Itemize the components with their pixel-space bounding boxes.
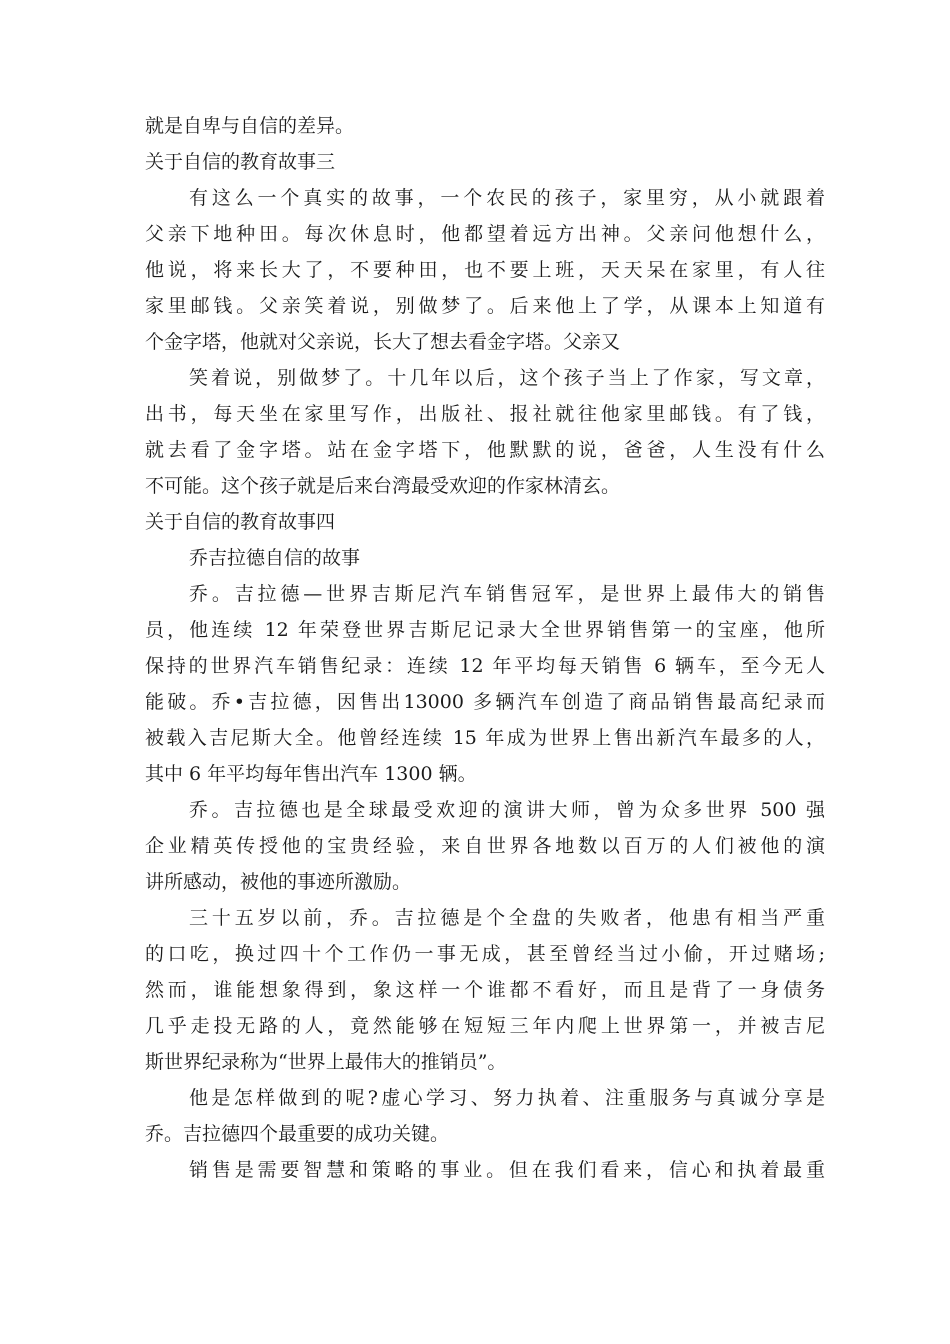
text-line: 乔吉拉德自信的故事 [189,547,361,569]
text-line: 家里邮钱。父亲笑着说，别做梦了。后来他上了学，从课本上知道有 [145,295,825,317]
text-line: 他说，将来长大了，不要种田，也不要上班，天天呆在家里，有人往 [145,259,825,281]
document-page [145,108,825,1188]
text-line: 然而，谁能想象得到，象这样一个谁都不看好，而且是背了一身债务 [145,979,825,1001]
text-line: 保持的世界汽车销售纪录：连续 12 年平均每天销售 6 辆车，至今无人 [145,655,825,677]
text-line: 父亲下地种田。每次休息时，他都望着远方出神。父亲问他想什么， [145,223,825,245]
text-line: 讲所感动，被他的事迹所激励。 [145,871,412,893]
text-line: 笑着说，别做梦了。十几年以后，这个孩子当上了作家，写文章， [189,367,825,389]
text-line: 乔。吉拉德四个最重要的成功关键。 [145,1123,450,1145]
text-line: 销售是需要智慧和策略的事业。但在我们看来，信心和执着最重 [189,1159,825,1181]
text-line: 企业精英传授他的宝贵经验，来自世界各地数以百万的人们被他的演 [145,835,825,857]
text-line: 出书，每天坐在家里写作，出版社、报社就往他家里邮钱。有了钱， [145,403,825,425]
text-line: 不可能。这个孩子就是后来台湾最受欢迎的作家林清玄。 [145,475,621,497]
text-line: 员，他连续 12 年荣登世界吉斯尼记录大全世界销售第一的宝座，他所 [145,619,825,641]
text-line: 能破。乔•吉拉德，因售出13000 多辆汽车创造了商品销售最高纪录而 [145,691,825,713]
text-line: 乔。吉拉德—世界吉斯尼汽车销售冠军，是世界上最伟大的销售 [189,583,825,605]
text-line: 三十五岁以前，乔。吉拉德是个全盘的失败者，他患有相当严重 [189,907,825,929]
text-line: 就去看了金字塔。站在金字塔下，他默默的说，爸爸，人生没有什么 [145,439,825,461]
text-line: 关于自信的教育故事四 [145,511,336,533]
text-line: 他是怎样做到的呢?虚心学习、努力执着、注重服务与真诚分享是 [189,1087,825,1109]
text-line: 关于自信的教育故事三 [145,151,336,173]
text-line: 几乎走投无路的人，竟然能够在短短三年内爬上世界第一，并被吉尼 [145,1015,825,1037]
text-line: 有这么一个真实的故事，一个农民的孩子，家里穷，从小就跟着 [189,187,825,209]
text-line: 斯世界纪录称为“世界上最伟大的推销员”。 [145,1051,507,1073]
text-line: 其中 6 年平均每年售出汽车 1300 辆。 [145,763,477,785]
text-line: 个金字塔，他就对父亲说，长大了想去看金字塔。父亲又 [145,331,621,353]
text-line: 就是自卑与自信的差异。 [145,115,355,137]
text-line: 被载入吉尼斯大全。他曾经连续 15 年成为世界上售出新汽车最多的人， [145,727,825,749]
text-line: 的口吃，换过四十个工作仍一事无成，甚至曾经当过小偷，开过赌场; [145,943,825,965]
text-line: 乔。吉拉德也是全球最受欢迎的演讲大师，曾为众多世界 500 强 [189,799,825,821]
